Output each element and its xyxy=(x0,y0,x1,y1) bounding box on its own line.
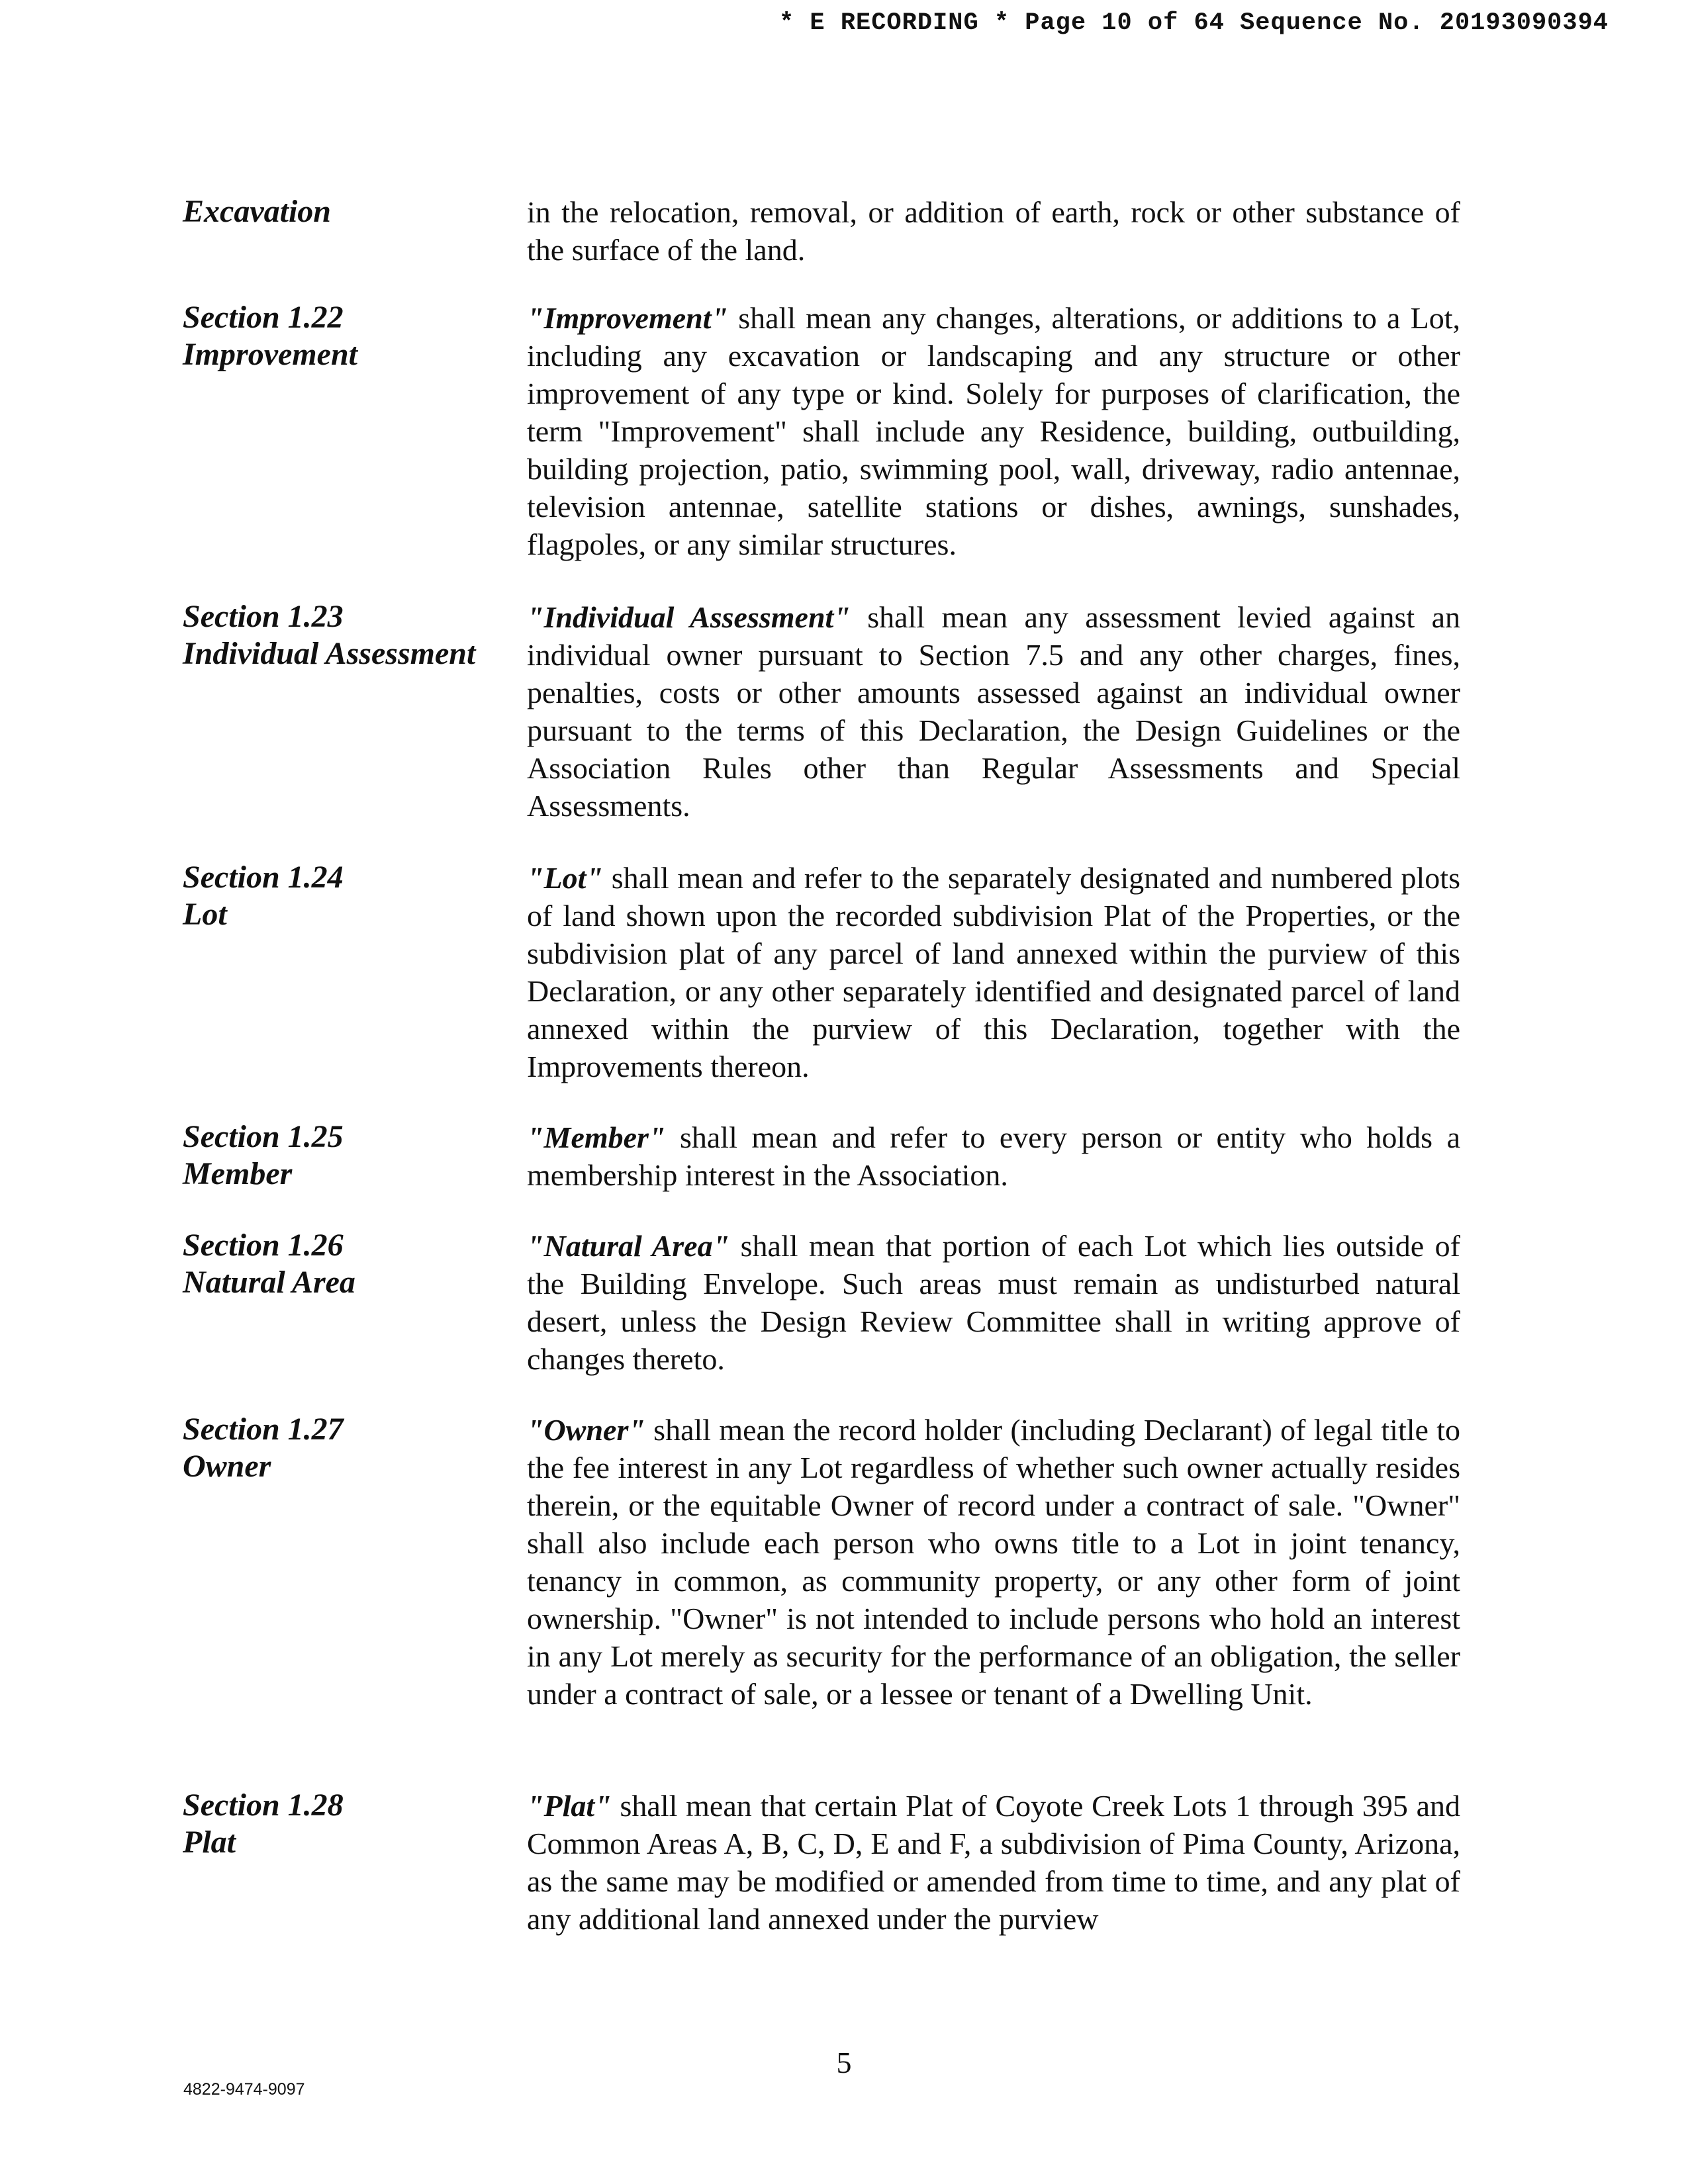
section-title: Improvement xyxy=(183,337,357,372)
section-text xyxy=(527,859,1460,1085)
section-title: Member xyxy=(183,1156,293,1191)
recording-header: * E RECORDING * Page 10 of 64 Sequence No. 20193090394 xyxy=(779,9,1609,37)
definition-text: shall mean the record holder (including Declarant) of legal title to the fee interest in any Lot regardless of whether such owner actually resides therein, or the equitable Owner of record under a contract of sale. "Owner" shall also include each person who owns title to a Lot in joint tenancy, tenancy in common, as community property, or any other form of joint ownership. "Owner" is not intended to include persons who hold an interest in any Lot merely as security for the performance of an obligation, the seller under a contract of sale, or a lessee or tenant of a Dwelling Unit. xyxy=(527,1413,1460,1711)
section-text xyxy=(527,193,1460,269)
defined-term: "Natural Area" xyxy=(527,1229,730,1263)
defined-term: "Lot" xyxy=(527,861,603,895)
defined-term: "Individual Assessment" xyxy=(527,600,851,634)
definition-text: in the relocation, removal, or addition of earth, rock or other substance of the surface of the land. xyxy=(527,195,1460,267)
definition-text: shall mean and refer to the separately designated and numbered plots of land shown upon the recorded subdivision Plat of the Properties, or the subdivision plat of any parcel of land annexed within the purview of this Declaration, or any other separately identified and designated parcel of land annexed within the purview of this Declaration, together with the Improvements thereon. xyxy=(527,861,1460,1083)
section-number: Section 1.23 xyxy=(183,599,344,634)
section-text xyxy=(527,598,1460,825)
defined-term: "Plat" xyxy=(527,1789,612,1823)
section-title: Plat xyxy=(183,1825,236,1860)
section-title: Owner xyxy=(183,1449,271,1484)
section-label xyxy=(183,598,514,672)
section-label xyxy=(183,1227,514,1301)
section-number: Section 1.27 xyxy=(183,1412,344,1447)
section-title: Excavation xyxy=(183,194,331,229)
defined-term: "Improvement" xyxy=(527,301,729,335)
definition-text: shall mean any assessment levied against an individual owner pursuant to Section 7.5 and any other charges, fines, penalties, costs or other amounts assessed against an individual owner pursuant to the terms of this Declaration, the Design Guidelines or the Association Rules other than Regular Assessments and Special Assessments. xyxy=(527,600,1461,823)
defined-term: "Owner" xyxy=(527,1413,645,1447)
section-number: Section 1.25 xyxy=(183,1119,344,1154)
section-text xyxy=(527,1411,1460,1713)
definition-text: shall mean any changes, alterations, or additions to a Lot, including any excavation or landscaping and any structure or other improvement of any type or kind. Solely for purposes of clarification, the term "Improvement" shall include any Residence, building, outbuilding, building projection, patio, swimming pool, wall, driveway, radio antennae, television antennae, satellite stations or dishes, awnings, sunshades, flagpoles, or any similar structures. xyxy=(527,301,1460,561)
section-text xyxy=(527,1787,1460,1938)
section-number: Section 1.24 xyxy=(183,860,344,895)
section-title: Natural Area xyxy=(183,1265,355,1300)
section-text xyxy=(527,299,1460,563)
section-label xyxy=(183,1787,514,1861)
document-id: 4822-9474-9097 xyxy=(183,2080,305,2099)
definition-text: shall mean and refer to every person or entity who holds a membership interest in the Association. xyxy=(527,1120,1460,1192)
page-number: 5 xyxy=(836,2046,852,2079)
section-label xyxy=(183,1411,514,1485)
section-number: Section 1.28 xyxy=(183,1788,344,1823)
section-text xyxy=(527,1118,1460,1194)
definition-text: shall mean that certain Plat of Coyote Creek Lots 1 through 395 and Common Areas A, B, C, D, E and F, a subdivision of Pima County, Arizona, as the same may be modified or amended from time to time, and any plat of any additional land annexed under the purview xyxy=(527,1789,1460,1936)
section-label xyxy=(183,193,514,230)
section-number: Section 1.26 xyxy=(183,1228,344,1263)
section-title: Individual Assessment xyxy=(183,636,476,671)
section-title: Lot xyxy=(183,897,227,932)
section-label xyxy=(183,859,514,933)
section-number: Section 1.22 xyxy=(183,300,344,335)
defined-term: "Member" xyxy=(527,1120,666,1154)
section-label xyxy=(183,299,514,373)
definition-text: shall mean that portion of each Lot which lies outside of the Building Envelope. Such areas must remain as undisturbed natural desert, unless the Design Review Committee shall in writing approve of changes thereto. xyxy=(527,1229,1460,1376)
section-text xyxy=(527,1227,1460,1378)
section-label xyxy=(183,1118,514,1193)
